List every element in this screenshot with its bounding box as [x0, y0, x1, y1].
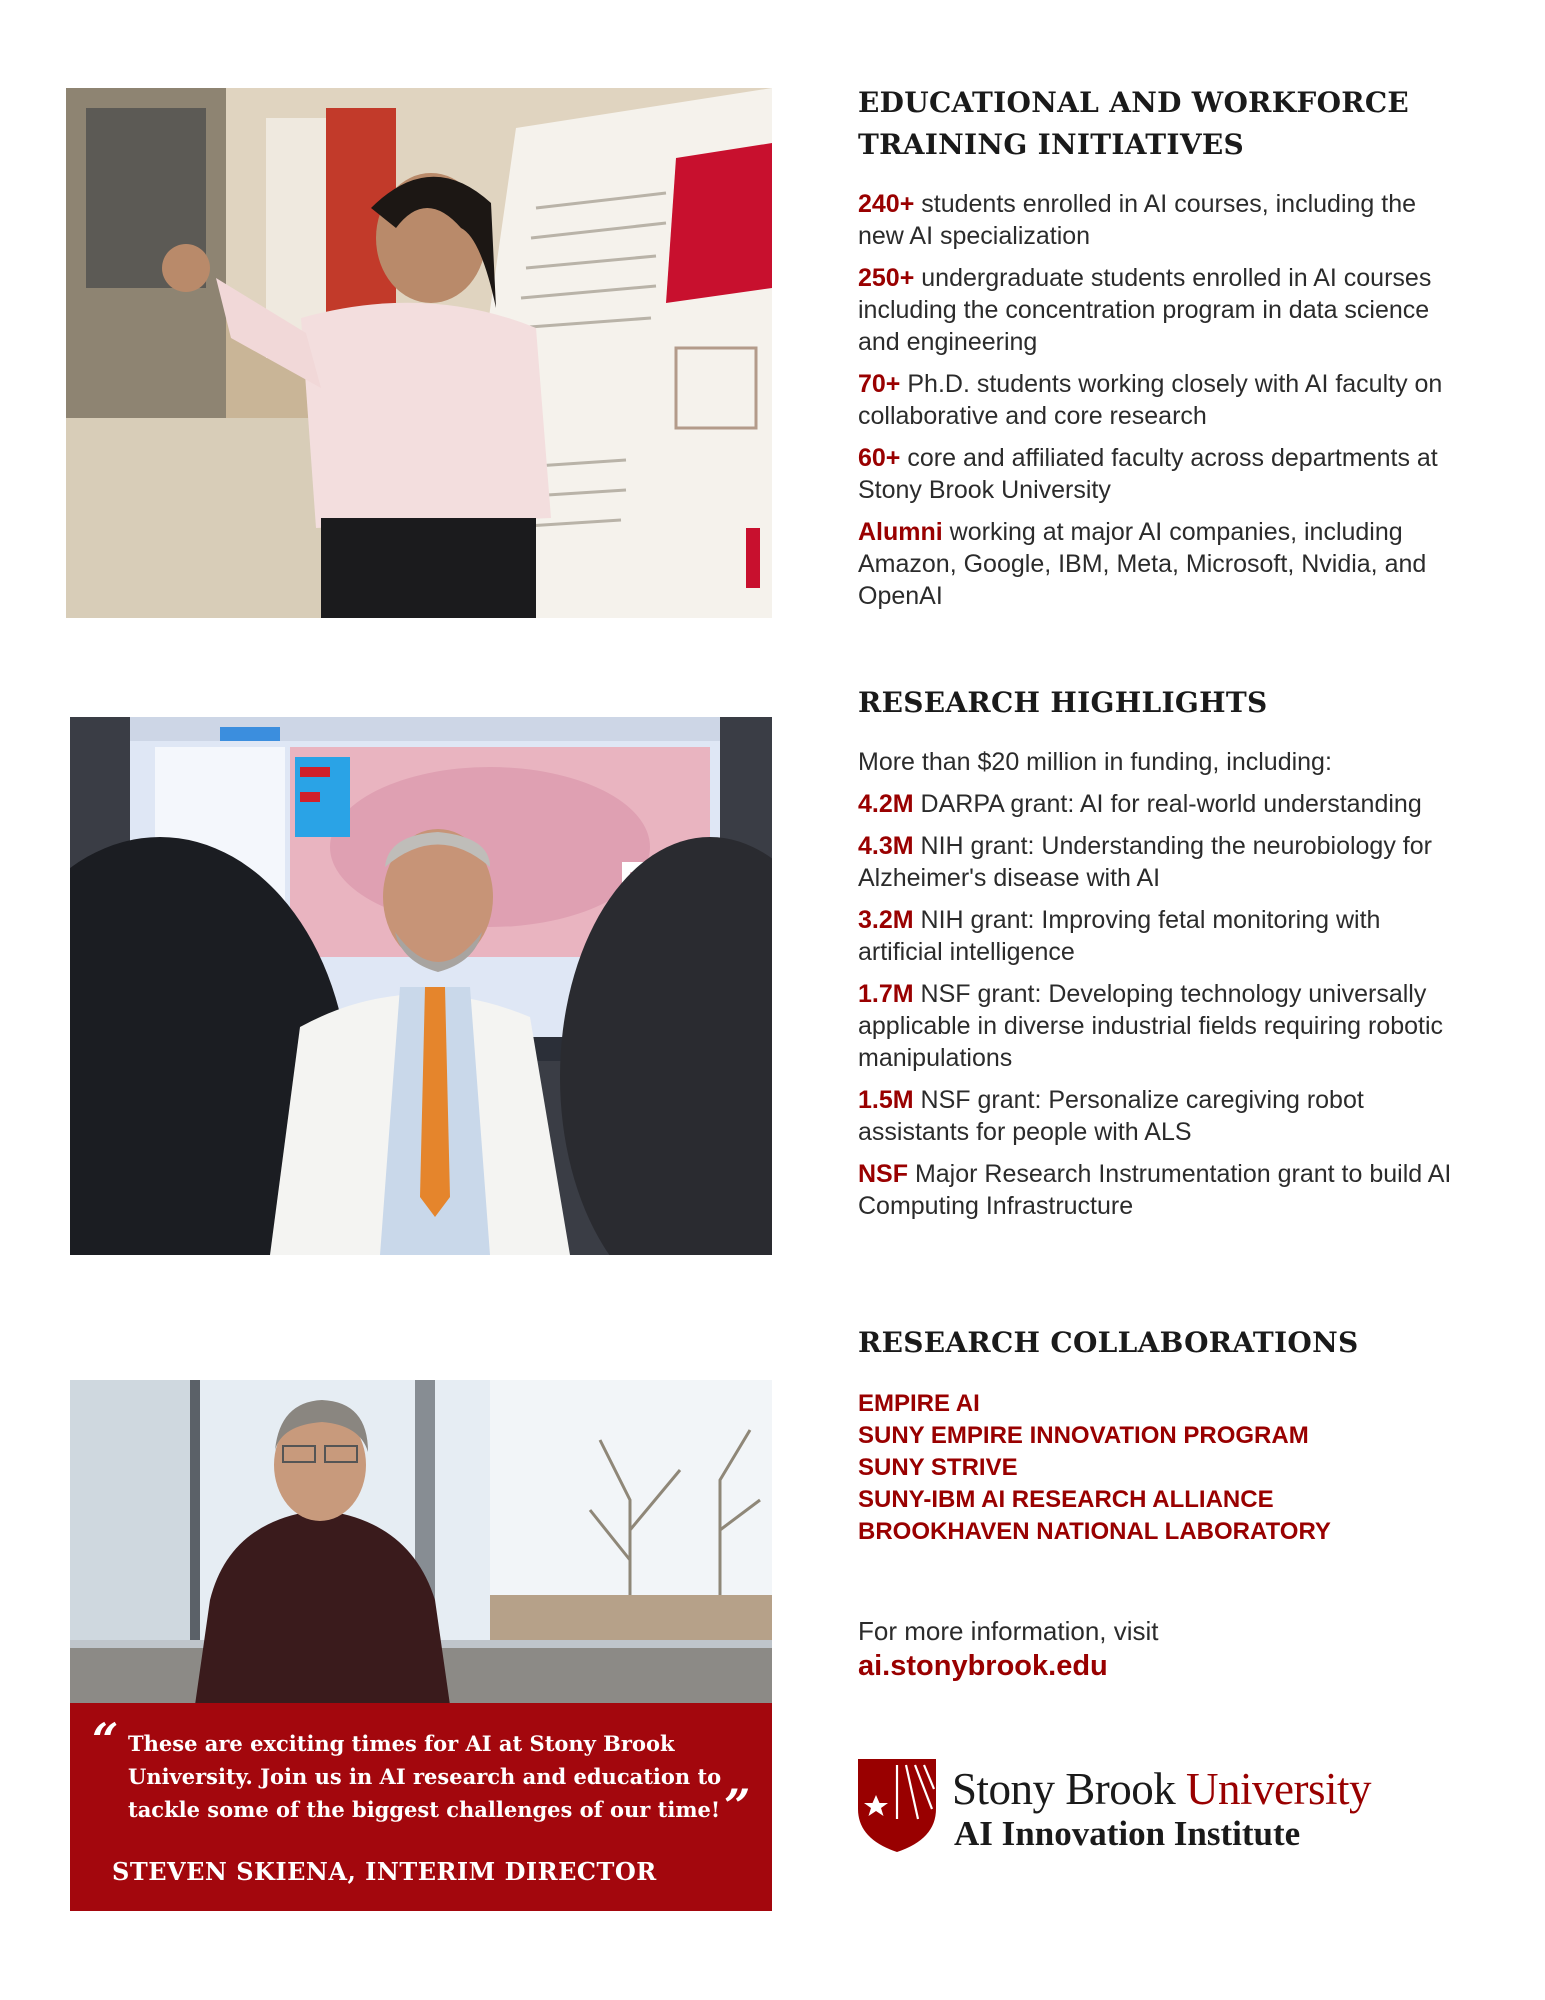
research-item: 3.2M NIH grant: Improving fetal monitoring with artificial intelligence	[858, 906, 1381, 966]
education-heading	[858, 82, 1458, 166]
collaboration-item: EMPIRE AI	[858, 1390, 980, 1417]
education-item: 250+ undergraduate students enrolled in AI courses including the concentration program in data science and engineering	[858, 264, 1432, 356]
collaboration-item: BROOKHAVEN NATIONAL LABORATORY	[858, 1518, 1331, 1545]
education-item: 70+ Ph.D. students working closely with AI faculty on collaborative and core research	[858, 370, 1443, 430]
logo-subtitle: AI Innovation Institute	[954, 1814, 1301, 1853]
research-item: 1.7M NSF grant: Developing technology universally applicable in diverse industrial fields requiring robotic manipulations	[858, 980, 1444, 1072]
research-item: 4.3M NIH grant: Understanding the neurobiology for Alzheimer's disease with AI	[858, 832, 1432, 892]
research-section	[858, 682, 1458, 1232]
education-item: 60+ core and affiliated faculty across departments at Stony Brook University	[858, 444, 1438, 504]
photo-student-poster	[66, 88, 772, 618]
research-item: NSF Major Research Instrumentation grant to build AI Computing Infrastructure	[858, 1160, 1452, 1220]
quote-box	[70, 1703, 772, 1911]
collaboration-item: SUNY EMPIRE INNOVATION PROGRAM	[858, 1422, 1309, 1449]
education-section	[858, 82, 1458, 622]
info-section	[858, 1614, 1458, 1684]
research-item: 1.5M NSF grant: Personalize caregiving robot assistants for people with ALS	[858, 1086, 1364, 1146]
photo-professor-screen	[70, 717, 772, 1255]
research-item: 4.2M DARPA grant: AI for real-world understanding	[858, 790, 1422, 818]
shield-icon	[856, 1757, 938, 1853]
info-url-link[interactable]: ai.stonybrook.edu	[858, 1650, 1108, 1682]
stony-brook-logo	[856, 1757, 1456, 1867]
collaboration-item: SUNY STRIVE	[858, 1454, 1018, 1481]
education-item: Alumni working at major AI companies, including Amazon, Google, IBM, Meta, Microsoft, Nvidia, and OpenAI	[858, 518, 1427, 610]
education-heading-line1: EDUCATIONAL AND WORKFORCE	[858, 86, 1410, 119]
photo-director-portrait	[70, 1380, 772, 1705]
education-heading-line2: TRAINING INITIATIVES	[858, 128, 1245, 161]
research-intro: More than $20 million in funding, including:	[858, 748, 1332, 776]
quote-open-mark: “	[92, 1713, 119, 1767]
quote-text: These are exciting times for AI at Stony Brook University. Join us in AI research and education to tackle some of the biggest challenges of our time!	[128, 1731, 722, 1822]
collaboration-item: SUNY-IBM AI RESEARCH ALLIANCE	[858, 1486, 1274, 1513]
quote-author: STEVEN SKIENA, INTERIM DIRECTOR	[112, 1857, 657, 1886]
info-line: For more information, visit	[858, 1616, 1159, 1646]
quote-close-mark: ”	[724, 1779, 751, 1833]
collaborations-heading: RESEARCH COLLABORATIONS	[858, 1326, 1359, 1359]
research-heading: RESEARCH HIGHLIGHTS	[858, 686, 1268, 719]
collaborations-section	[858, 1322, 1458, 1548]
logo-name: Stony Brook University	[952, 1764, 1372, 1814]
education-item: 240+ students enrolled in AI courses, including the new AI specialization	[858, 190, 1417, 250]
